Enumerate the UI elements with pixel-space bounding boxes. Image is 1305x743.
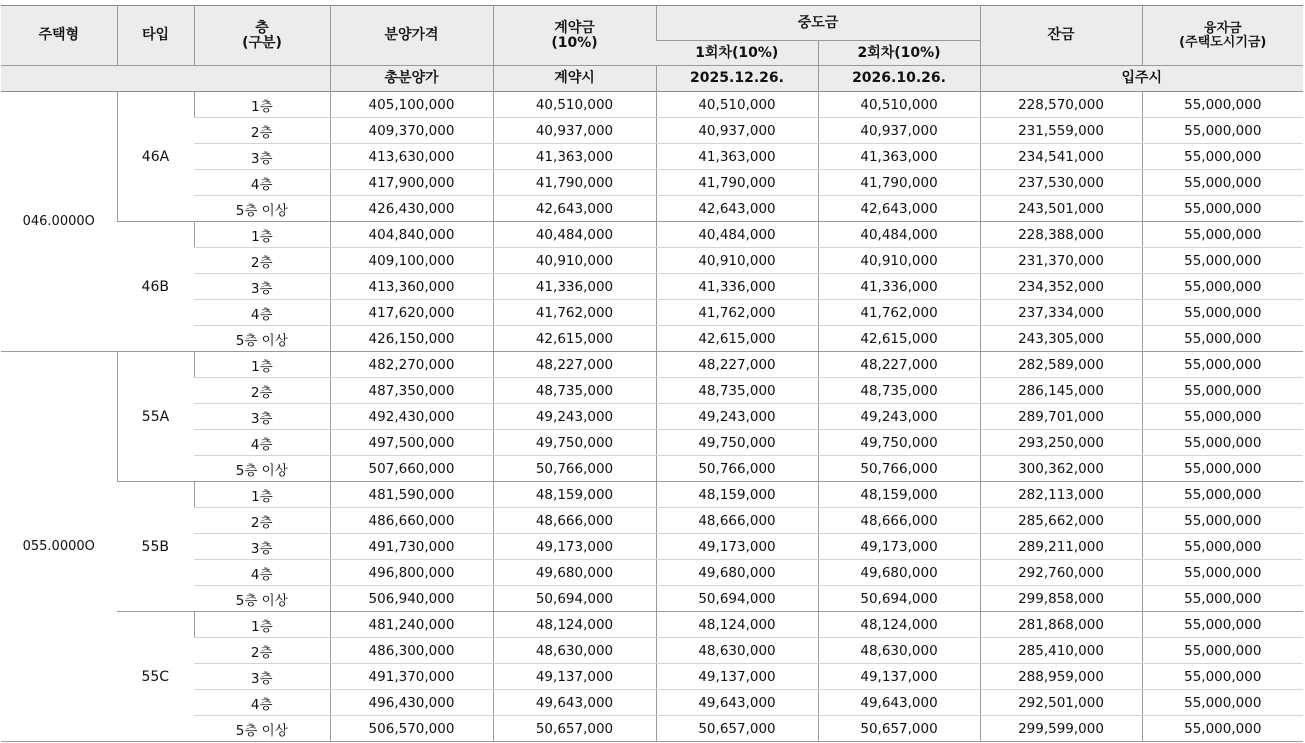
price-cell: 481,240,000 [330, 612, 493, 638]
middle-2-cell: 49,750,000 [818, 430, 980, 456]
loan-cell: 55,000,000 [1142, 404, 1303, 430]
middle-1-cell: 48,735,000 [656, 378, 818, 404]
header-floor [194, 6, 330, 66]
price-cell: 409,370,000 [330, 118, 493, 144]
table-row [1, 430, 1303, 456]
balance-cell: 234,541,000 [980, 144, 1142, 170]
balance-cell: 289,211,000 [980, 534, 1142, 560]
deposit-cell: 40,484,000 [493, 222, 656, 248]
table-row [1, 92, 1303, 118]
table-row [1, 456, 1303, 482]
loan-cell: 55,000,000 [1142, 456, 1303, 482]
middle-1-cell: 48,227,000 [656, 352, 818, 378]
deposit-cell: 50,694,000 [493, 586, 656, 612]
middle-1-cell: 49,173,000 [656, 534, 818, 560]
loan-cell: 55,000,000 [1142, 326, 1303, 352]
middle-1-cell: 42,643,000 [656, 196, 818, 222]
header-loan-label: 융자금 [1203, 20, 1242, 36]
middle-2-cell: 41,790,000 [818, 170, 980, 196]
balance-cell: 289,701,000 [980, 404, 1142, 430]
deposit-cell: 41,762,000 [493, 300, 656, 326]
table-row [1, 222, 1303, 248]
middle-1-cell: 50,657,000 [656, 716, 818, 742]
type-cell: 55B [117, 482, 194, 612]
table-row [1, 638, 1303, 664]
header-middle-2: 2회차(10%) [818, 41, 980, 66]
price-cell: 491,370,000 [330, 664, 493, 690]
table-row [1, 586, 1303, 612]
middle-1-cell: 49,243,000 [656, 404, 818, 430]
price-cell: 404,840,000 [330, 222, 493, 248]
middle-1-cell: 40,484,000 [656, 222, 818, 248]
middle-2-cell: 40,484,000 [818, 222, 980, 248]
balance-cell: 282,113,000 [980, 482, 1142, 508]
header-balance-when: 입주시 [980, 66, 1303, 92]
price-cell: 417,620,000 [330, 300, 493, 326]
table-body [1, 92, 1303, 742]
middle-2-cell: 49,643,000 [818, 690, 980, 716]
floor-cell: 2층 [194, 378, 330, 404]
header-floor-label: 층 [255, 19, 269, 36]
middle-2-cell: 49,173,000 [818, 534, 980, 560]
floor-cell: 4층 [194, 430, 330, 456]
table-row [1, 196, 1303, 222]
deposit-cell: 40,510,000 [493, 92, 656, 118]
floor-cell: 5층 이상 [194, 196, 330, 222]
floor-cell: 4층 [194, 560, 330, 586]
price-cell: 497,500,000 [330, 430, 493, 456]
header-middle-1-date: 2025.12.26. [656, 66, 818, 92]
table-row [1, 248, 1303, 274]
deposit-cell: 49,643,000 [493, 690, 656, 716]
deposit-cell: 41,336,000 [493, 274, 656, 300]
balance-cell: 243,501,000 [980, 196, 1142, 222]
middle-2-cell: 42,615,000 [818, 326, 980, 352]
header-loan-sub: (주택도시기금) [1179, 34, 1267, 50]
price-cell: 413,360,000 [330, 274, 493, 300]
price-cell: 426,430,000 [330, 196, 493, 222]
middle-1-cell: 50,766,000 [656, 456, 818, 482]
floor-cell: 2층 [194, 118, 330, 144]
middle-1-cell: 49,643,000 [656, 690, 818, 716]
table-row [1, 716, 1303, 742]
deposit-cell: 41,363,000 [493, 144, 656, 170]
price-cell: 507,660,000 [330, 456, 493, 482]
loan-cell: 55,000,000 [1142, 144, 1303, 170]
middle-1-cell: 41,790,000 [656, 170, 818, 196]
table-row [1, 612, 1303, 638]
floor-cell: 2층 [194, 638, 330, 664]
floor-cell: 1층 [194, 612, 330, 638]
balance-cell: 281,868,000 [980, 612, 1142, 638]
loan-cell: 55,000,000 [1142, 196, 1303, 222]
table-row [1, 664, 1303, 690]
header-blank [1, 66, 330, 92]
balance-cell: 292,760,000 [980, 560, 1142, 586]
table-row [1, 274, 1303, 300]
floor-cell: 3층 [194, 274, 330, 300]
deposit-cell: 49,173,000 [493, 534, 656, 560]
table-row [1, 352, 1303, 378]
middle-2-cell: 48,630,000 [818, 638, 980, 664]
middle-1-cell: 49,750,000 [656, 430, 818, 456]
header-deposit-label: 계약금 [554, 19, 595, 36]
loan-cell: 55,000,000 [1142, 508, 1303, 534]
middle-1-cell: 40,910,000 [656, 248, 818, 274]
floor-cell: 1층 [194, 352, 330, 378]
floor-cell: 2층 [194, 248, 330, 274]
table-row [1, 690, 1303, 716]
header-type: 타입 [117, 6, 194, 66]
table-row [1, 144, 1303, 170]
type-cell: 55A [117, 352, 194, 482]
price-cell: 491,730,000 [330, 534, 493, 560]
loan-cell: 55,000,000 [1142, 300, 1303, 326]
header-price-sub: 총분양가 [330, 66, 493, 92]
middle-1-cell: 49,680,000 [656, 560, 818, 586]
middle-2-cell: 48,666,000 [818, 508, 980, 534]
floor-cell: 1층 [194, 92, 330, 118]
header-deposit-when: 계약시 [493, 66, 656, 92]
floor-cell: 5층 이상 [194, 586, 330, 612]
loan-cell: 55,000,000 [1142, 274, 1303, 300]
balance-cell: 285,410,000 [980, 638, 1142, 664]
header-balance: 잔금 [980, 6, 1142, 66]
middle-2-cell: 48,159,000 [818, 482, 980, 508]
loan-cell: 55,000,000 [1142, 352, 1303, 378]
balance-cell: 282,589,000 [980, 352, 1142, 378]
deposit-cell: 48,630,000 [493, 638, 656, 664]
middle-1-cell: 40,510,000 [656, 92, 818, 118]
balance-cell: 228,388,000 [980, 222, 1142, 248]
type-cell: 55C [117, 612, 194, 742]
deposit-cell: 42,615,000 [493, 326, 656, 352]
loan-cell: 55,000,000 [1142, 560, 1303, 586]
balance-cell: 286,145,000 [980, 378, 1142, 404]
table-row [1, 170, 1303, 196]
balance-cell: 299,599,000 [980, 716, 1142, 742]
table-row [1, 534, 1303, 560]
middle-2-cell: 48,124,000 [818, 612, 980, 638]
price-cell: 482,270,000 [330, 352, 493, 378]
floor-cell: 3층 [194, 404, 330, 430]
loan-cell: 55,000,000 [1142, 378, 1303, 404]
middle-2-cell: 40,937,000 [818, 118, 980, 144]
deposit-cell: 49,243,000 [493, 404, 656, 430]
deposit-cell: 40,937,000 [493, 118, 656, 144]
loan-cell: 55,000,000 [1142, 430, 1303, 456]
price-cell: 405,100,000 [330, 92, 493, 118]
deposit-cell: 49,137,000 [493, 664, 656, 690]
header-housing: 주택형 [1, 6, 117, 66]
middle-1-cell: 48,666,000 [656, 508, 818, 534]
balance-cell: 292,501,000 [980, 690, 1142, 716]
header-middle-2-date: 2026.10.26. [818, 66, 980, 92]
floor-cell: 1층 [194, 482, 330, 508]
deposit-cell: 49,680,000 [493, 560, 656, 586]
balance-cell: 231,559,000 [980, 118, 1142, 144]
floor-cell: 4층 [194, 170, 330, 196]
middle-1-cell: 41,363,000 [656, 144, 818, 170]
type-cell: 46B [117, 222, 194, 352]
header-deposit-sub: (10%) [551, 34, 598, 51]
middle-2-cell: 49,137,000 [818, 664, 980, 690]
deposit-cell: 42,643,000 [493, 196, 656, 222]
loan-cell: 55,000,000 [1142, 482, 1303, 508]
loan-cell: 55,000,000 [1142, 716, 1303, 742]
price-cell: 506,940,000 [330, 586, 493, 612]
middle-2-cell: 41,762,000 [818, 300, 980, 326]
middle-2-cell: 48,227,000 [818, 352, 980, 378]
floor-cell: 5층 이상 [194, 456, 330, 482]
loan-cell: 55,000,000 [1142, 92, 1303, 118]
deposit-cell: 48,159,000 [493, 482, 656, 508]
loan-cell: 55,000,000 [1142, 664, 1303, 690]
middle-2-cell: 49,680,000 [818, 560, 980, 586]
middle-1-cell: 48,124,000 [656, 612, 818, 638]
floor-cell: 1층 [194, 222, 330, 248]
balance-cell: 231,370,000 [980, 248, 1142, 274]
loan-cell: 55,000,000 [1142, 118, 1303, 144]
middle-1-cell: 41,762,000 [656, 300, 818, 326]
price-table [1, 5, 1303, 742]
table-row [1, 326, 1303, 352]
middle-1-cell: 40,937,000 [656, 118, 818, 144]
table-row [1, 404, 1303, 430]
middle-1-cell: 48,159,000 [656, 482, 818, 508]
table-row [1, 378, 1303, 404]
price-cell: 487,350,000 [330, 378, 493, 404]
floor-cell: 5층 이상 [194, 326, 330, 352]
floor-cell: 3층 [194, 664, 330, 690]
balance-cell: 300,362,000 [980, 456, 1142, 482]
price-cell: 506,570,000 [330, 716, 493, 742]
floor-cell: 3층 [194, 144, 330, 170]
type-cell: 46A [117, 92, 194, 222]
loan-cell: 55,000,000 [1142, 248, 1303, 274]
floor-cell: 4층 [194, 690, 330, 716]
housing-cell: 046.0000O [1, 92, 117, 352]
loan-cell: 55,000,000 [1142, 612, 1303, 638]
price-cell: 481,590,000 [330, 482, 493, 508]
header-middle: 중도금 [656, 6, 980, 41]
price-cell: 426,150,000 [330, 326, 493, 352]
price-cell: 486,300,000 [330, 638, 493, 664]
middle-2-cell: 40,910,000 [818, 248, 980, 274]
middle-1-cell: 48,630,000 [656, 638, 818, 664]
middle-1-cell: 41,336,000 [656, 274, 818, 300]
middle-2-cell: 50,694,000 [818, 586, 980, 612]
deposit-cell: 48,666,000 [493, 508, 656, 534]
deposit-cell: 48,227,000 [493, 352, 656, 378]
balance-cell: 228,570,000 [980, 92, 1142, 118]
balance-cell: 285,662,000 [980, 508, 1142, 534]
balance-cell: 299,858,000 [980, 586, 1142, 612]
middle-1-cell: 49,137,000 [656, 664, 818, 690]
middle-2-cell: 48,735,000 [818, 378, 980, 404]
floor-cell: 2층 [194, 508, 330, 534]
middle-2-cell: 50,657,000 [818, 716, 980, 742]
middle-2-cell: 42,643,000 [818, 196, 980, 222]
middle-1-cell: 42,615,000 [656, 326, 818, 352]
middle-2-cell: 41,363,000 [818, 144, 980, 170]
floor-cell: 4층 [194, 300, 330, 326]
deposit-cell: 50,766,000 [493, 456, 656, 482]
deposit-cell: 49,750,000 [493, 430, 656, 456]
middle-1-cell: 50,694,000 [656, 586, 818, 612]
price-cell: 496,430,000 [330, 690, 493, 716]
header-middle-1: 1회차(10%) [656, 41, 818, 66]
price-cell: 417,900,000 [330, 170, 493, 196]
deposit-cell: 40,910,000 [493, 248, 656, 274]
header-loan [1142, 6, 1303, 66]
deposit-cell: 50,657,000 [493, 716, 656, 742]
price-cell: 409,100,000 [330, 248, 493, 274]
balance-cell: 237,334,000 [980, 300, 1142, 326]
loan-cell: 55,000,000 [1142, 170, 1303, 196]
price-cell: 492,430,000 [330, 404, 493, 430]
price-cell: 496,800,000 [330, 560, 493, 586]
table-row [1, 482, 1303, 508]
balance-cell: 234,352,000 [980, 274, 1142, 300]
floor-cell: 3층 [194, 534, 330, 560]
floor-cell: 5층 이상 [194, 716, 330, 742]
header-deposit [493, 6, 656, 66]
table-header [1, 6, 1303, 92]
balance-cell: 293,250,000 [980, 430, 1142, 456]
table-row [1, 508, 1303, 534]
middle-2-cell: 49,243,000 [818, 404, 980, 430]
table-row [1, 300, 1303, 326]
balance-cell: 288,959,000 [980, 664, 1142, 690]
deposit-cell: 48,735,000 [493, 378, 656, 404]
header-price: 분양가격 [330, 6, 493, 66]
loan-cell: 55,000,000 [1142, 690, 1303, 716]
table-row [1, 560, 1303, 586]
header-floor-sub: (구분) [242, 34, 282, 51]
loan-cell: 55,000,000 [1142, 638, 1303, 664]
loan-cell: 55,000,000 [1142, 534, 1303, 560]
loan-cell: 55,000,000 [1142, 222, 1303, 248]
housing-cell: 055.0000O [1, 352, 117, 742]
middle-2-cell: 41,336,000 [818, 274, 980, 300]
price-cell: 486,660,000 [330, 508, 493, 534]
deposit-cell: 41,790,000 [493, 170, 656, 196]
loan-cell: 55,000,000 [1142, 586, 1303, 612]
balance-cell: 237,530,000 [980, 170, 1142, 196]
middle-2-cell: 50,766,000 [818, 456, 980, 482]
price-cell: 413,630,000 [330, 144, 493, 170]
table-row [1, 118, 1303, 144]
balance-cell: 243,305,000 [980, 326, 1142, 352]
deposit-cell: 48,124,000 [493, 612, 656, 638]
middle-2-cell: 40,510,000 [818, 92, 980, 118]
